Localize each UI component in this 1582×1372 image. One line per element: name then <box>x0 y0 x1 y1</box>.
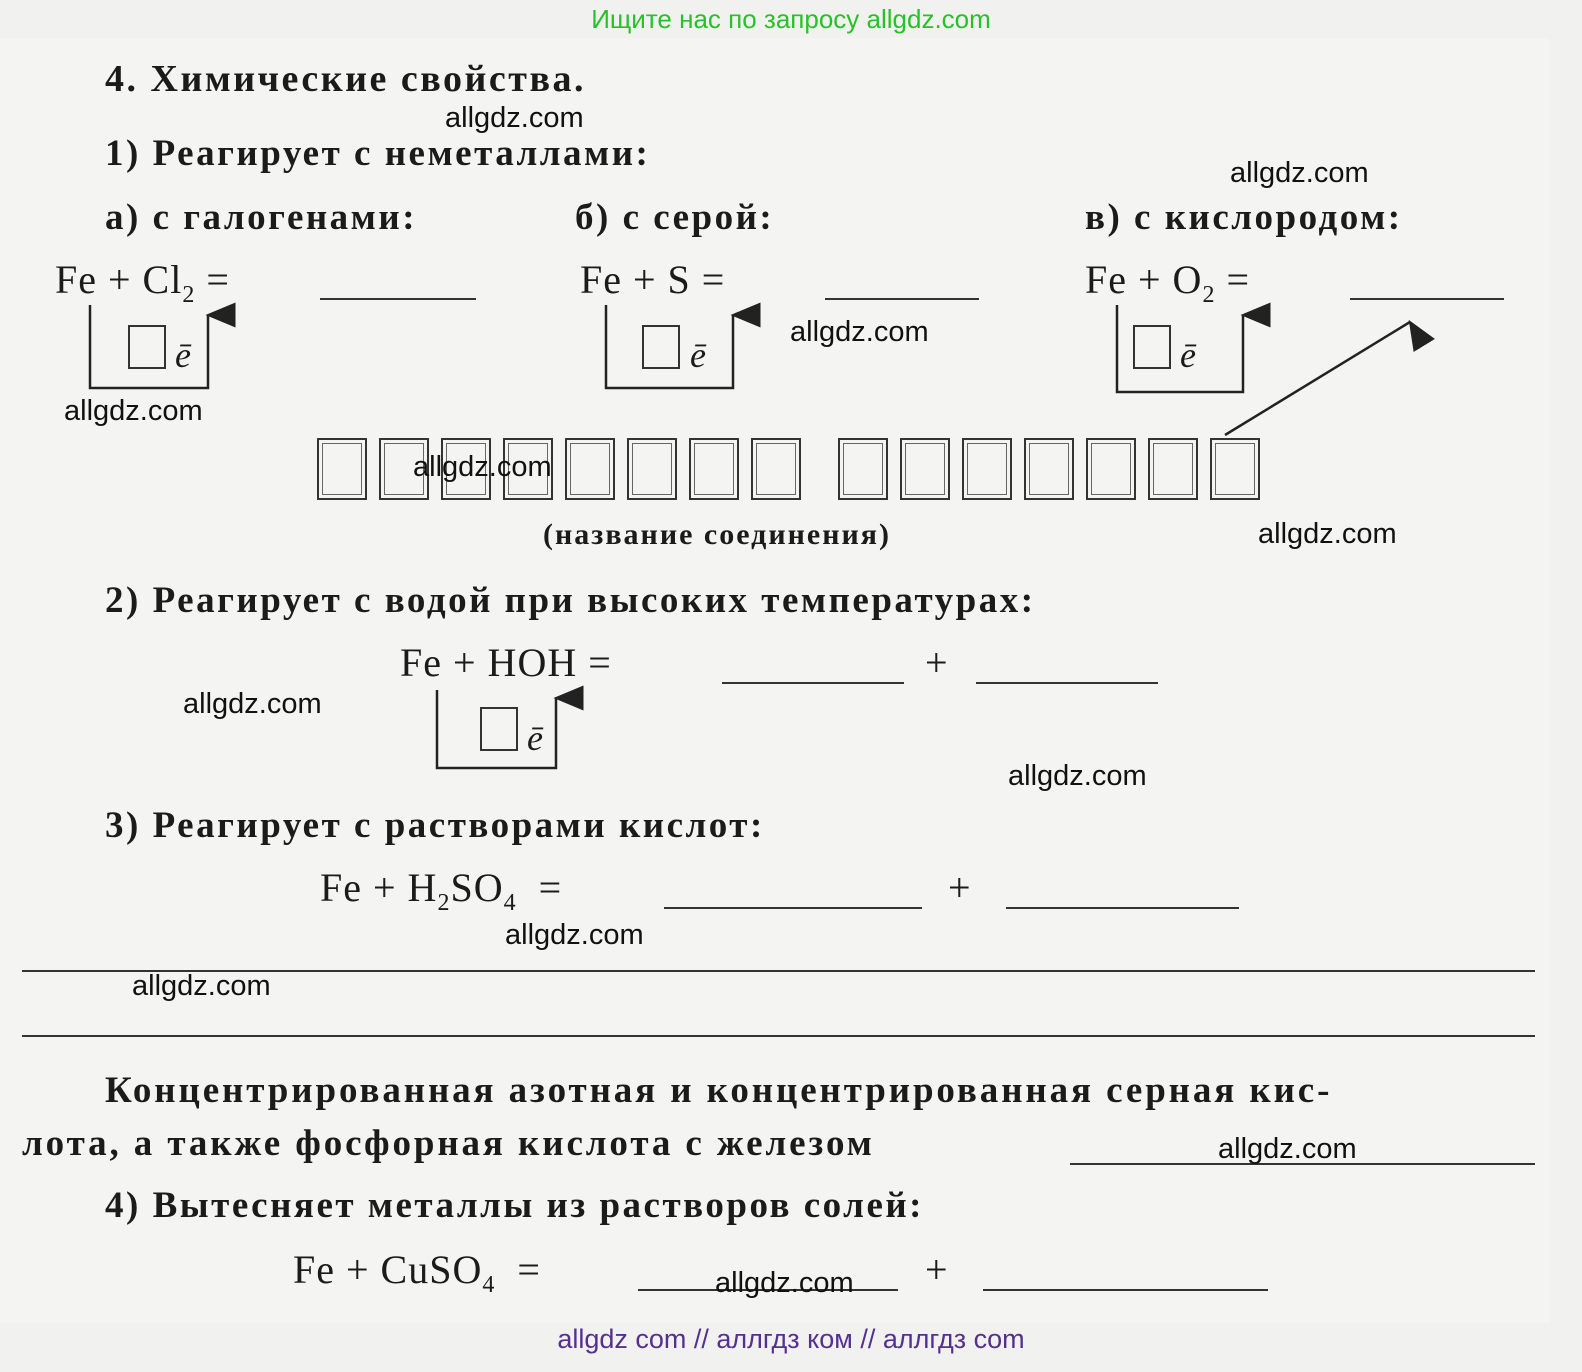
watermark: allgdz.com <box>1008 760 1147 792</box>
answer-blank[interactable] <box>976 682 1158 684</box>
item3-title: 3) Реагирует с растворами кислот: <box>105 805 765 846</box>
watermark: allgdz.com <box>790 316 929 348</box>
electron-count-box[interactable] <box>642 325 680 369</box>
section-title: 4. Химические свойства. <box>105 58 586 100</box>
electron-symbol: ē <box>527 718 543 758</box>
electron-count-box[interactable] <box>480 707 518 751</box>
electron-symbol: ē <box>690 335 706 375</box>
letter-box[interactable] <box>900 438 950 500</box>
plus-sign: + <box>925 640 949 685</box>
paragraph-line1: Концентрированная азотная и концентрированная серная кис- <box>105 1070 1333 1111</box>
compound-name-caption: (название соединения) <box>543 518 892 551</box>
item2-title: 2) Реагирует с водой при высоких температурах: <box>105 580 1036 621</box>
compound-name-boxes-word1[interactable] <box>317 438 801 500</box>
watermark: allgdz.com <box>445 102 584 134</box>
plus-sign: + <box>925 1247 949 1292</box>
letter-box[interactable] <box>1210 438 1260 500</box>
answer-line[interactable] <box>22 1035 1535 1037</box>
search-banner[interactable]: Ищите нас по запросу allgdz.com <box>591 4 991 34</box>
watermark: allgdz.com <box>1218 1133 1357 1165</box>
watermark: allgdz.com <box>64 395 203 427</box>
electron-symbol: ē <box>175 335 191 375</box>
item1-b-label: б) с серой: <box>575 197 775 238</box>
equation-fe-h2so4: $Fe + H_2SO_4$ = <box>320 865 563 916</box>
electron-count-box[interactable] <box>1133 325 1171 369</box>
letter-box[interactable] <box>1148 438 1198 500</box>
compound-name-boxes-word2[interactable] <box>838 438 1260 500</box>
footer-links[interactable]: allgdz com // аллгдз ком // аллгдз com <box>557 1324 1025 1354</box>
item1-title: 1) Реагирует с неметаллами: <box>105 133 651 174</box>
answer-blank[interactable] <box>983 1289 1268 1291</box>
letter-box[interactable] <box>565 438 615 500</box>
watermark: allgdz.com <box>1258 518 1397 550</box>
letter-box[interactable] <box>317 438 367 500</box>
equation-fe-cuso4: Fe + CuSO$_4$ = <box>293 1247 541 1298</box>
equation-fe-cl2: $Fe + Cl_2$ = <box>55 257 230 308</box>
equation-fe-s: Fe + S = <box>580 257 726 302</box>
watermark: allgdz.com <box>413 451 552 483</box>
item1-c-label: в) с кислородом: <box>1085 197 1403 238</box>
watermark: allgdz.com <box>505 919 644 951</box>
item4-title: 4) Вытесняет металлы из растворов солей: <box>105 1185 925 1226</box>
letter-box[interactable] <box>689 438 739 500</box>
answer-blank[interactable] <box>722 682 904 684</box>
answer-blank[interactable] <box>1006 907 1239 909</box>
letter-box[interactable] <box>838 438 888 500</box>
letter-box[interactable] <box>1086 438 1136 500</box>
watermark: allgdz.com <box>715 1267 854 1299</box>
item1-a-label: а) с галогенами: <box>105 197 418 238</box>
electron-symbol: ē <box>1180 335 1196 375</box>
equation-fe-hoh: Fe + HOH = <box>400 640 612 685</box>
answer-blank[interactable] <box>664 907 922 909</box>
letter-box[interactable] <box>962 438 1012 500</box>
paragraph-line2: лота, а также фосфорная кислота с железом <box>22 1123 875 1164</box>
watermark: allgdz.com <box>132 970 271 1002</box>
electron-count-box[interactable] <box>128 325 166 369</box>
plus-sign: + <box>948 865 972 910</box>
letter-box[interactable] <box>751 438 801 500</box>
letter-box[interactable] <box>627 438 677 500</box>
letter-box[interactable] <box>1024 438 1074 500</box>
watermark: allgdz.com <box>183 688 322 720</box>
equation-fe-o2: $Fe + O_2$ = <box>1085 257 1251 308</box>
watermark: allgdz.com <box>1230 157 1369 189</box>
